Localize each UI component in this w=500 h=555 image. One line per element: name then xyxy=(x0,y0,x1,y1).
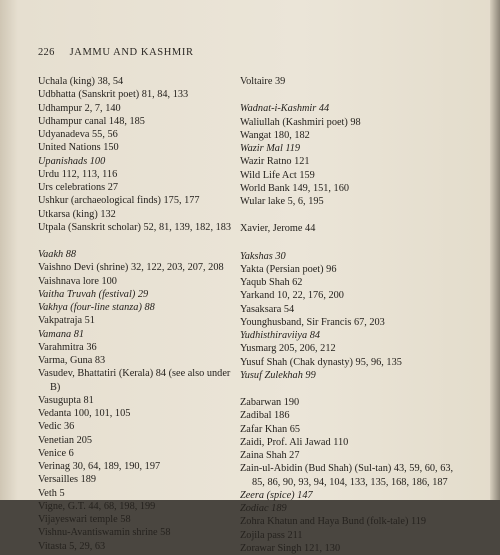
index-entry: Yakshas 30 xyxy=(240,250,286,262)
index-entry: Zeera (spice) 147 xyxy=(240,489,313,501)
index-entry: Wild Life Act 159 xyxy=(240,169,315,181)
index-entry: Zain-ul-Abidin (Bud Shah) (Sul-tan) 43, 59, 60, 63, 85, 86, 90, 93, 94, 104, 133, 135, 168, 186, 187 xyxy=(240,463,454,488)
index-entry: Yusuf Zulekhah 99 xyxy=(240,369,316,381)
index-entry: Vamana 81 xyxy=(38,328,85,340)
index-entry: Yaqub Shah 62 xyxy=(240,277,303,288)
index-entry: Zaina Shah 27 xyxy=(240,450,300,461)
index-entry: Uchala (king) 38, 54 xyxy=(38,76,124,87)
index-entry: Vaitha Truvah (festival) 29 xyxy=(38,288,149,300)
index-entry: Utkarsa (king) 132 xyxy=(38,208,116,220)
index-entry: Vedanta 100, 101, 105 xyxy=(38,408,131,419)
index-entry: Venetian 205 xyxy=(38,434,93,446)
running-header xyxy=(38,47,194,58)
index-entry: Yusmarg 205, 206, 212 xyxy=(240,343,336,355)
index-entry: Vigne, G.T. 44, 68, 198, 199 xyxy=(38,500,156,512)
index-entry: Udhampur 2, 7, 140 xyxy=(38,102,121,114)
index-entry: Yusuf Shah (Chak dynasty) 95, 96, 135 xyxy=(240,356,402,368)
index-entry: Ushkur (archaeological finds) 175, 177 xyxy=(38,195,200,207)
letter-group-gap xyxy=(38,234,234,248)
index-entry: Yakta (Persian poet) 96 xyxy=(240,263,337,275)
index-entry: Utpala (Sanskrit scholar) 52, 81, 139, 182, 183 xyxy=(38,221,232,233)
index-entry: Udyanadeva 55, 56 xyxy=(38,129,118,140)
index-entry: Vakpatraja 51 xyxy=(38,315,95,327)
index-entry: Zorawar Singh 121, 130 xyxy=(240,542,341,554)
index-entry: Vaakh 88 xyxy=(38,249,77,260)
index-entry: Versailles 189 xyxy=(38,474,97,486)
index-entry: Wangat 180, 182 xyxy=(240,129,310,141)
page-number: 226 xyxy=(38,47,55,58)
page-edge-shadow xyxy=(490,0,500,500)
index-entry: Udhampur canal 148, 185 xyxy=(38,115,145,127)
index-entry: Udbhatta (Sanskrit poet) 81, 84, 133 xyxy=(38,89,189,101)
index-entry: Waliullah (Kashmiri poet) 98 xyxy=(240,116,361,128)
index-entry: Zohra Khatun and Haya Bund (folk-tale) 119 xyxy=(240,516,427,528)
index-entry: Zafar Khan 65 xyxy=(240,423,301,435)
index-entry: Wazir Mal 119 xyxy=(240,143,301,154)
index-entry: Varma, Guna 83 xyxy=(38,355,106,366)
index-entry: Vedic 36 xyxy=(38,421,75,433)
letter-group-gap xyxy=(240,208,454,222)
index-entry: Veth 5 xyxy=(38,487,65,499)
index-entry: Urs celebrations 27 xyxy=(38,182,119,193)
index-entry: Varahmitra 36 xyxy=(38,341,97,353)
index-entry: Wular lake 5, 6, 195 xyxy=(240,196,324,207)
index-entry: Wadnat-i-Kashmir 44 xyxy=(240,103,330,115)
index-entry: Zodiac 189 xyxy=(240,503,287,514)
index-entry: Vishnu-Avantiswamin shrine 58 xyxy=(38,527,171,539)
letter-group-gap xyxy=(240,382,454,396)
index-entry: Zadibal 186 xyxy=(240,410,290,422)
index-entry: Upanishads 100 xyxy=(38,155,106,167)
index-entry: Vaishno Devi (shrine) 32, 122, 203, 207, 208 xyxy=(38,262,224,274)
index-entry: Venice 6 xyxy=(38,447,74,459)
index-entry: Voltaire 39 xyxy=(240,76,286,87)
index-entry: Verinag 30, 64, 189, 190, 197 xyxy=(38,461,161,472)
letter-group-gap xyxy=(240,236,454,250)
index-entry: Urdu 112, 113, 116 xyxy=(38,168,118,180)
index-entry: Zabarwan 190 xyxy=(240,397,300,408)
index-entry: Yudhisthiraviiya 84 xyxy=(240,330,321,341)
index-entry: Xavier, Jerome 44 xyxy=(240,223,316,235)
index-entry: Vaishnava lore 100 xyxy=(38,275,117,287)
index-entry: Vijayeswari temple 58 xyxy=(38,514,131,525)
index-entry: World Bank 149, 151, 160 xyxy=(240,182,349,194)
index-column-right xyxy=(240,75,454,555)
index-entry: Vasudev, Bhattatiri (Kerala) 84 (see also under B) xyxy=(38,368,231,393)
letter-group-gap xyxy=(240,88,454,102)
index-entry: Wazir Ratno 121 xyxy=(240,156,310,168)
index-entry: Vakhya (four-line stanza) 88 xyxy=(38,302,155,313)
index-entry: Vasugupta 81 xyxy=(38,394,94,406)
index-entry: Younghusband, Sir Francis 67, 203 xyxy=(240,316,385,328)
index-entry: Vitasta 5, 29, 63 xyxy=(38,540,106,552)
index-column-left xyxy=(38,75,234,553)
index-entry: Zojila pass 211 xyxy=(240,529,303,541)
index-entry: Zaidi, Prof. Ali Jawad 110 xyxy=(240,436,349,448)
index-entry: Yarkand 10, 22, 176, 200 xyxy=(240,290,344,302)
index-entry: Yasaksara 54 xyxy=(240,303,295,315)
running-title: JAMMU AND KASHMIR xyxy=(69,47,194,58)
index-entry: United Nations 150 xyxy=(38,142,119,154)
